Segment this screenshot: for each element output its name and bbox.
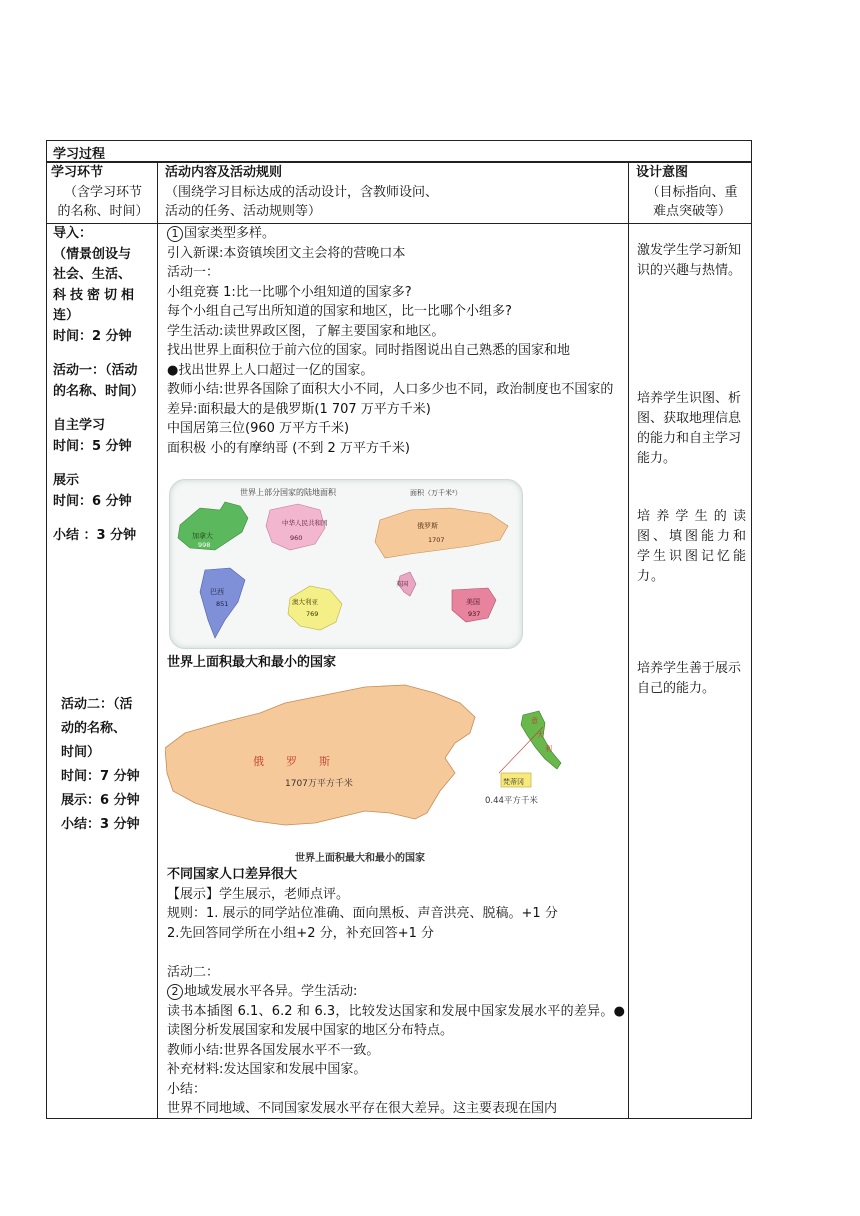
stage-line: 导入：	[53, 226, 93, 241]
intent-1: 激发学生学习新知识的兴趣与热情。	[637, 243, 742, 278]
header-intent	[636, 163, 748, 222]
table-title: 学习过程	[47, 141, 751, 162]
stage-line: 展示：6 分钟	[61, 793, 140, 808]
paragraph: 活动二：	[167, 964, 220, 980]
column-divider	[157, 162, 158, 1118]
canada-shape	[178, 502, 248, 550]
stage-line: 时间：2 分钟	[53, 328, 132, 344]
lesson-table	[46, 140, 752, 1119]
svg-text:意: 意	[531, 717, 538, 725]
svg-text:巴西: 巴西	[210, 588, 224, 596]
svg-text:俄 罗 斯: 俄 罗 斯	[253, 755, 330, 768]
paragraph: 小结：	[167, 1081, 207, 1097]
map-unit: 面积（万千米²）	[410, 489, 462, 497]
svg-text:俄罗斯: 俄罗斯	[417, 522, 438, 530]
svg-text:1707: 1707	[428, 536, 445, 544]
stage-line: （情景创设与	[53, 246, 132, 262]
svg-text:梵蒂冈: 梵蒂冈	[503, 778, 524, 786]
svg-text:澳大利亚: 澳大利亚	[292, 598, 318, 606]
paragraph: ●找出世界上人口超过一亿的国家。	[167, 362, 374, 378]
svg-text:769: 769	[306, 610, 319, 618]
paragraph: 学生活动:读世界政区图，了解主要国家和地区。	[167, 323, 445, 339]
paragraph: 引入新课:本资镇埃团文主会将的营晚口本	[167, 245, 406, 261]
intent-3: 培养学生的读图、填图能力和学生识图记忆能力。	[637, 509, 747, 584]
paragraph: 2 地域发展水平各异。学生活动:	[167, 982, 625, 1002]
china-shape	[266, 504, 325, 550]
header-stage	[51, 163, 155, 222]
stage-line: 时间）	[61, 745, 101, 760]
svg-text:加拿大: 加拿大	[192, 532, 213, 540]
svg-text:英国: 英国	[396, 581, 409, 588]
header-intent-title: 设计意图	[636, 165, 689, 180]
column-divider	[628, 162, 629, 1118]
svg-text:利: 利	[545, 745, 552, 753]
svg-text:大: 大	[537, 731, 544, 739]
paragraph: 教师小结:世界各国发展水平不一致。	[167, 1042, 380, 1058]
stage-line: 展示	[53, 473, 80, 488]
stage-line: 动的名称、	[61, 721, 127, 736]
svg-text:美国: 美国	[466, 598, 480, 606]
russia-shape	[375, 508, 508, 558]
australia-shape	[288, 586, 342, 630]
paragraph: 2.先回答同学所在小组+2 分，补充回答+1 分	[167, 925, 434, 941]
svg-text:998: 998	[198, 541, 211, 549]
paragraph: 规则：1. 展示的同学站位准确、面向黑板、声音洪亮、脱稿。+1 分	[167, 906, 558, 921]
intent-2: 培养学生识图、析图、获取地理信息的能力和自主学习能力。	[637, 391, 742, 466]
header-stage-note: （含学习环节	[63, 184, 142, 200]
stage-line: 连）	[53, 308, 80, 323]
section-heading: 不同国家人口差异很大	[167, 867, 298, 882]
circled-number: 2	[167, 984, 183, 1000]
svg-text:851: 851	[216, 600, 229, 608]
section-heading: 世界上面积最大和最小的国家	[167, 655, 337, 670]
paragraph: 找出世界上面积位于前六位的国家。同时指图说出自己熟悉的国家和地	[167, 343, 571, 358]
stage-line: 的名称、时间）	[53, 383, 145, 399]
svg-text:937: 937	[468, 610, 481, 618]
paragraph: 1 国家类型多样。	[167, 224, 625, 244]
paragraph: 【展示】学生展示，老师点评。	[167, 886, 350, 902]
largest-smallest-map	[165, 673, 625, 867]
paragraph: 教师小结:世界各国除了面积大小不同，人口多少也不同，政治制度也不国家的差异:面积最大的是俄罗斯(1 707 万平方千米)	[167, 382, 614, 417]
header-activity-note: 活动的任务、活动规则等）	[165, 204, 322, 219]
stage-line: 活动一：（活动	[53, 363, 138, 378]
paragraph: 世界不同地域、不同国家发展水平存在很大差异。这主要表现在国内	[167, 1101, 558, 1116]
svg-text:中华人民共和国: 中华人民共和国	[282, 519, 328, 527]
paragraph: 补充材料:发达国家和发展中国家。	[167, 1062, 367, 1077]
paragraph: 中国居第三位(960 万平方千米)	[167, 421, 350, 436]
header-stage-title: 学习环节	[51, 165, 104, 180]
paragraph: 面积极 小的有摩纳哥 (不到 2 万平方千米)	[167, 440, 410, 456]
country-area-map-svg	[170, 480, 524, 650]
svg-text:0.44平方千米: 0.44平方千米	[485, 796, 538, 806]
stage-line: 时间：6 分钟	[53, 493, 132, 509]
stage-line: 小结：3 分钟	[61, 817, 140, 832]
largest-smallest-map-svg	[165, 673, 625, 867]
svg-text:世界上面积最大和最小的国家: 世界上面积最大和最小的国家	[295, 853, 425, 864]
stage-intro	[53, 224, 153, 547]
stage-line: 活动二：（活	[61, 697, 133, 712]
svg-text:960: 960	[290, 534, 303, 542]
stage-line: 时间：7 分钟	[61, 769, 140, 784]
stage-line: 社会、生活、	[53, 267, 132, 282]
header-intent-note: 难点突破等）	[652, 204, 731, 219]
paragraph: 小组竞赛 1:比一比哪个小组知道的国家多?	[167, 284, 412, 300]
activity-content-lower	[167, 865, 625, 1119]
intent-4: 培养学生善于展示自己的能力。	[637, 661, 742, 696]
activity-content	[167, 224, 625, 458]
paragraph: 每个小组自己写出所知道的国家和地区，比一比哪个小组多?	[167, 304, 512, 319]
paragraph: 读书本插图 6.1、6.2 和 6.3，比较发达国家和发展中国家发展水平的差异。●读图分析发展国家和发展中国家的地区分布特点。	[167, 1003, 625, 1038]
paragraph: 活动一：	[167, 265, 220, 280]
svg-text:1707万平方千米: 1707万平方千米	[285, 779, 353, 789]
italy-shape	[521, 711, 561, 769]
stage-line: 自主学习	[53, 418, 106, 433]
header-activity-note: （围绕学习目标达成的活动设计，含教师设问、	[165, 184, 439, 200]
header-intent-note: （目标指向、重	[646, 184, 738, 200]
stage-activity-two	[61, 693, 155, 837]
circled-number: 1	[167, 226, 183, 242]
map-title: 世界上部分国家的陆地面积	[240, 488, 336, 497]
country-area-map	[169, 479, 523, 649]
stage-line: 科技密切相	[53, 287, 139, 303]
stage-line: 时间：5 分钟	[53, 438, 132, 454]
stage-line: 小结 ：3 分钟	[53, 528, 137, 543]
header-activity-title: 活动内容及活动规则	[165, 165, 283, 180]
header-stage-note: 的名称、时间）	[57, 204, 149, 219]
header-activity	[165, 163, 625, 222]
